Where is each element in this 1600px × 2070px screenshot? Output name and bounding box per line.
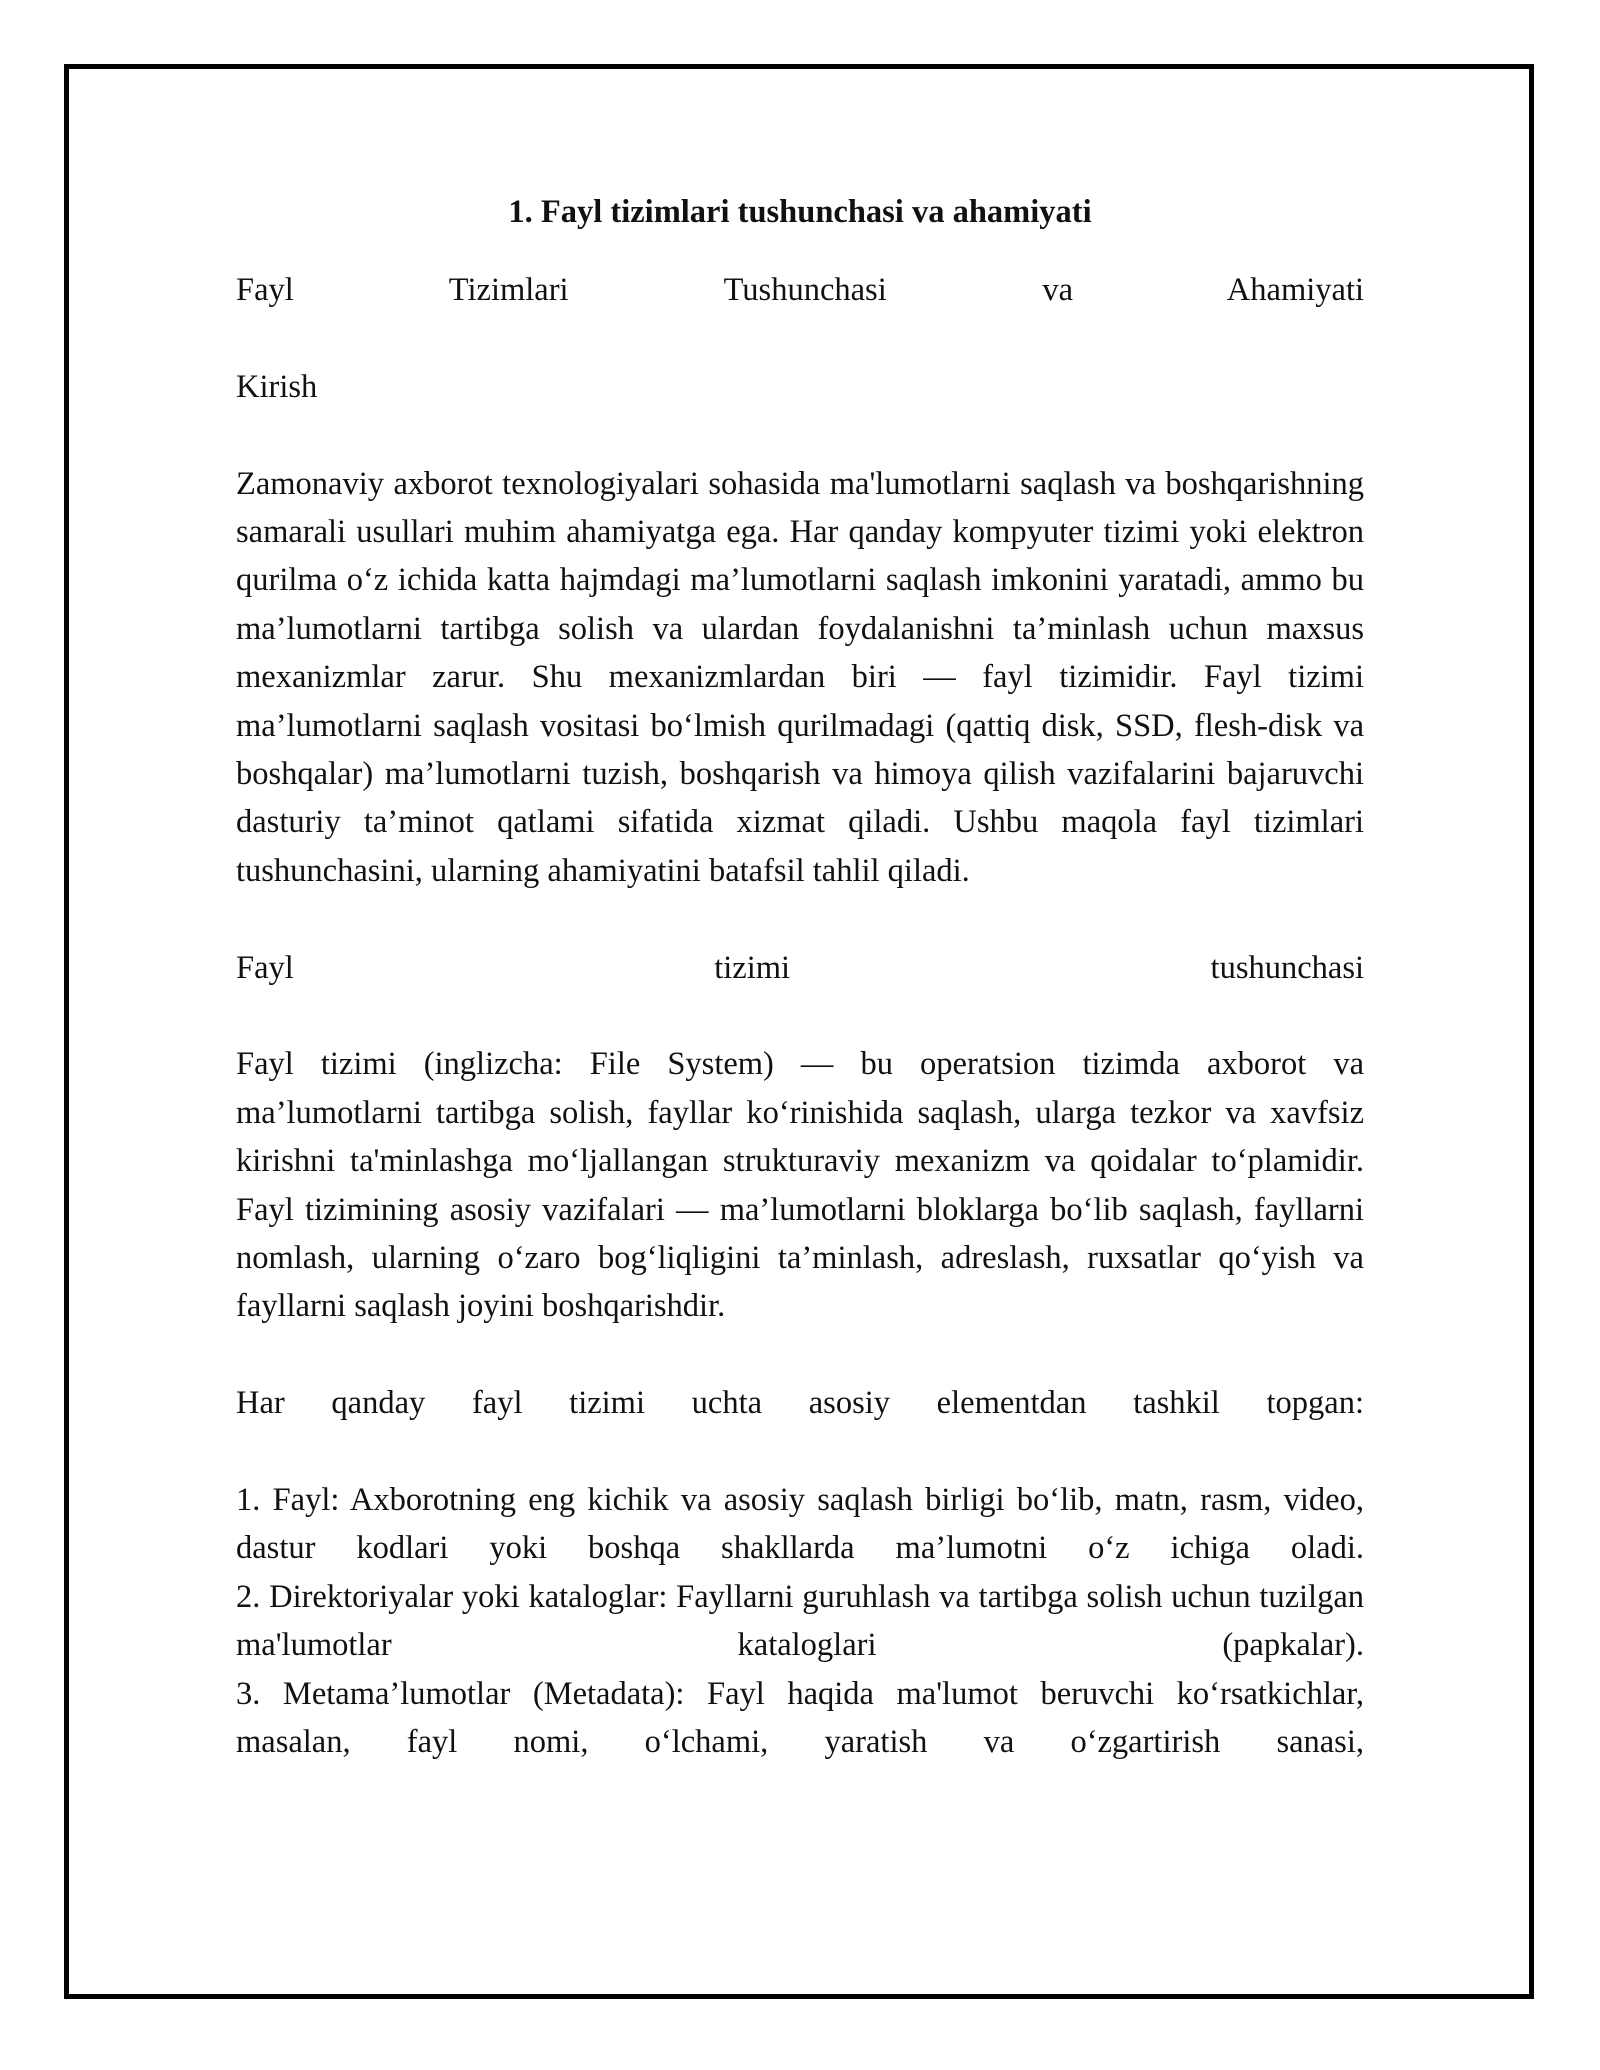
document-title: 1. Fayl tizimlari tushunchasi va ahamiyati [508,194,1092,230]
list-item: 3. Metama’lumotlar (Metadata): Fayl haqida ma'lumot beruvchi ko‘rsatkichlar, masalan, fayl nomi, o‘lchami, yaratish va o‘zgartirish sanasi, [236,1675,1364,1761]
list-item: 2. Direktoriyalar yoki kataloglar: Fayllarni guruhlash va tartibga solish uchun tuzilgan ma'lumotlar kataloglari (papkalar). [236,1578,1364,1664]
intro-heading: Kirish [236,368,318,405]
spacer [236,314,1364,362]
intro-paragraph: Zamonaviy axborot texnologiyalari sohasida ma'lumotlarni saqlash va boshqarishning samarali usullari muhim ahamiyatga ega. Har qanday kompyuter tizimi yoki elektron qurilma o‘z ichida katta hajmdagi ma’lumotlarni saqlash imkonini yaratadi, ammo bu ma’lumotlarni tartibga solish va ulardan foydalanishni ta’minlash uchun maxsus mexanizmlar zarur. Shu mexanizmlardan biri — fayl tizimidir. Fayl tizimi ma’lumotlarni saqlash vositasi bo‘lmish qurilmadagi (qattiq disk, SSD, flesh-disk va boshqalar) ma’lumotlarni tuzish, boshqarish va himoya qilish vazifalarini bajaruvchi dasturiy ta’minot qatlami sifatida xizmat qiladi. Ushbu maqola fayl tizimlari tushunchasini, ularning ahamiyatini batafsil tahlil qiladi. [236,465,1364,889]
list-item: 1. Fayl: Axborotning eng kichik va asosiy saqlash birligi bo‘lib, matn, rasm, video, dastur kodlari yoki boshqa shakllarda ma’lumotni o‘z ichiga oladi. [236,1482,1364,1567]
spacer [236,895,1364,943]
concept-paragraph: Fayl tizimi (inglizcha: File System) — bu operatsion tizimda axborot va ma’lumotlarni tartibga solish, fayllar ko‘rinishida saqlash, ularga tezkor va xavfsiz kirishni ta'minlashga mo‘ljallangan strukturaviy mexanizm va qoidalar to‘plamidir. Fayl tizimining asosiy vazifalari — ma’lumotlarni bloklarga bo‘lib saqlash, fayllarni nomlash, ularning o‘zaro bog‘liqligini ta’minlash, adreslash, ruxsatlar qo‘yish va fayllarni saqlash joyini boshqarishdir. [236,1046,1364,1325]
spacer [236,411,1364,459]
concept-heading: Fayl tizimi tushunchasi [236,949,1364,986]
elements-intro: Har qanday fayl tizimi uchta asosiy elementdan tashkil topgan: [236,1385,1364,1422]
document-subtitle: Fayl Tizimlari Tushunchasi va Ahamiyati [236,272,1364,308]
spacer [236,1331,1364,1379]
spacer [236,992,1364,1040]
spacer [236,1428,1364,1476]
document-body [236,188,1364,1767]
